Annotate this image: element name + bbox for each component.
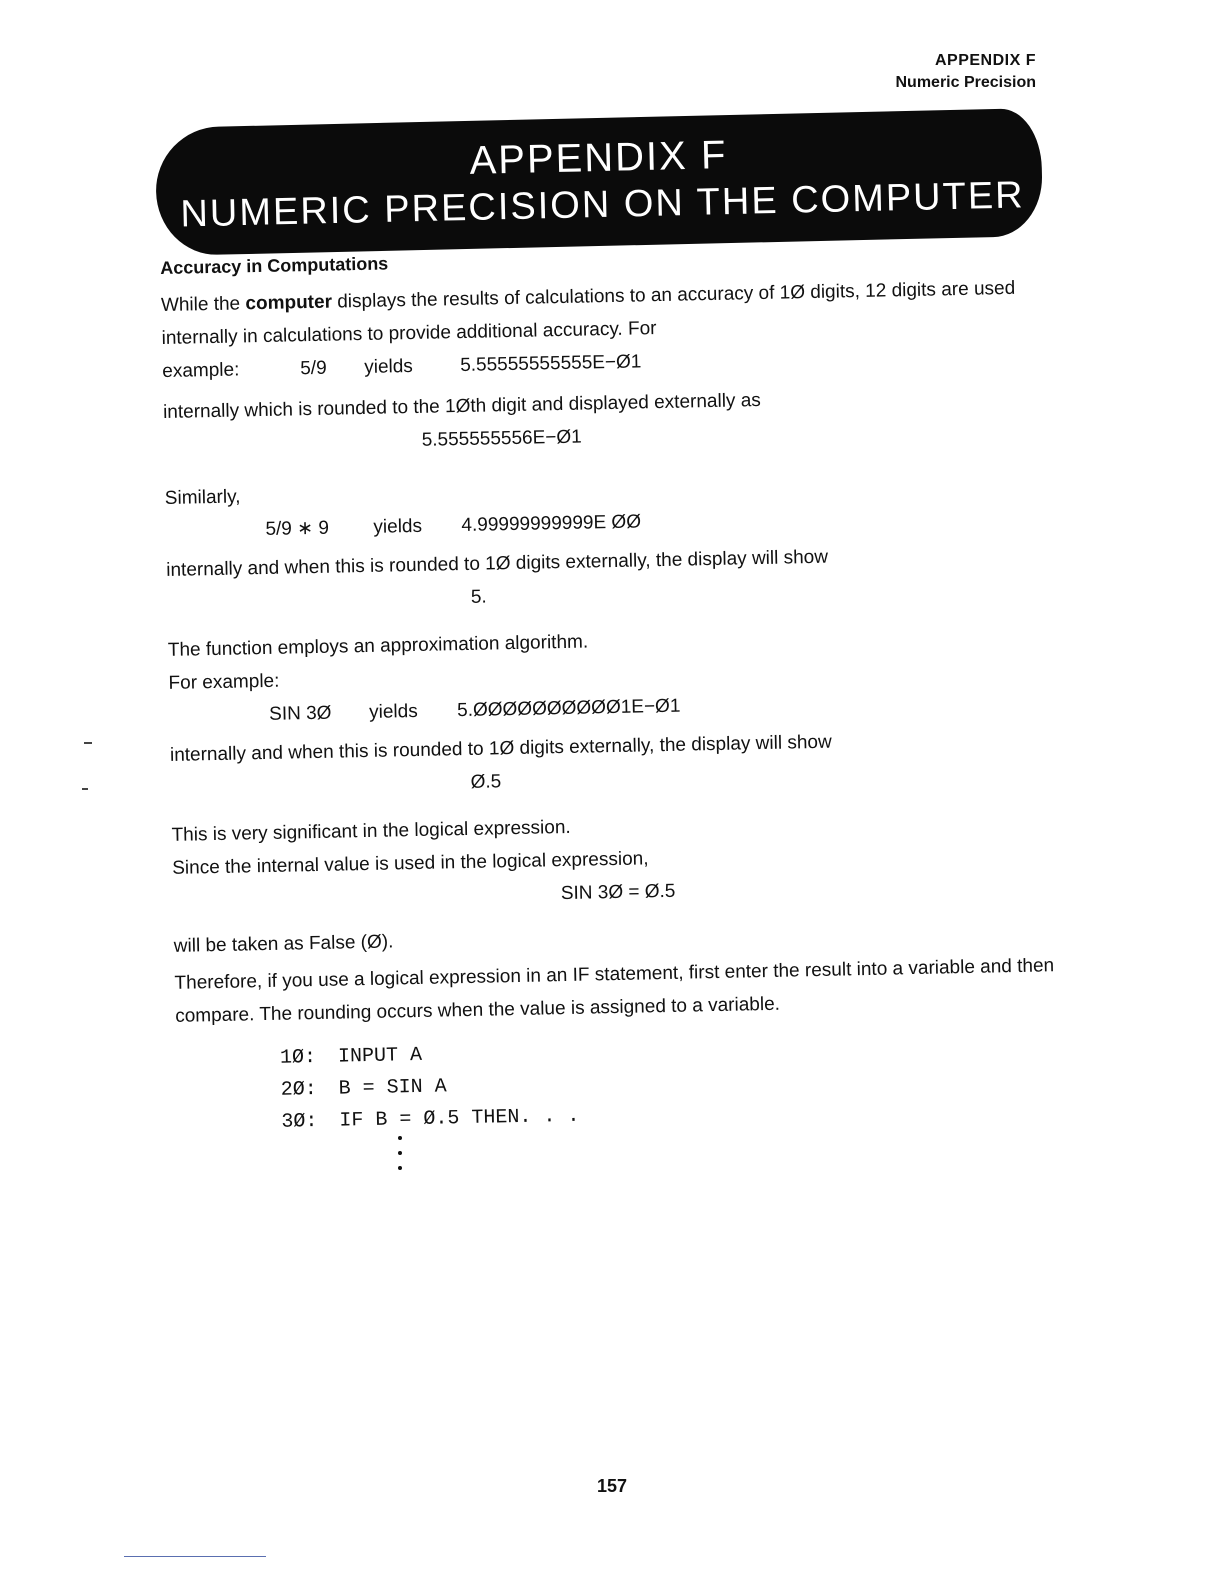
- code-listing: [176, 1027, 1078, 1141]
- paragraph-internal-value: Since the internal value is used in the logical expression,: [172, 848, 649, 879]
- example-expression: 5/9 ∗ 9: [265, 517, 330, 540]
- example-value: 5.55555555555E−Ø1: [460, 351, 642, 376]
- section-title: Accuracy in Computations: [160, 253, 389, 278]
- code-statement: INPUT A: [337, 1043, 423, 1069]
- paragraph-internal: internally which is rounded to the 1Øth digit and displayed externally as: [162, 389, 761, 423]
- code-statement: IF B = Ø.5 THEN. . .: [339, 1104, 580, 1133]
- logical-expression: SIN 3Ø = Ø.5: [560, 880, 676, 905]
- example-value: 5.ØØØØØØØØØØ1E−Ø1: [456, 695, 681, 722]
- paragraph-rounded: internally and when this is rounded to 1Ø digits externally, the display will show: [169, 731, 832, 766]
- paragraph-approximation: The function employs an approximation algorithm.: [167, 631, 589, 661]
- example-label: example:: [162, 359, 240, 382]
- paragraph-text: displays the results of calculations to an accuracy of 1Ø digits, 12 digits are used internally in calculations to provide additional accuracy. For: [161, 277, 1016, 349]
- paragraph-rounded: internally and when this is rounded to 1Ø digits externally, the display will show: [166, 546, 829, 581]
- page-number: 157: [596, 1476, 628, 1496]
- paragraph-false: will be taken as False (Ø).: [173, 931, 394, 957]
- running-head-topic: Numeric Precision: [895, 74, 1036, 91]
- displayed-value: 5.555555556E−Ø1: [421, 426, 582, 451]
- banner-appendix-label: APPENDIX F: [469, 133, 728, 183]
- footer-rule: [124, 1556, 266, 1557]
- margin-mark: [82, 788, 88, 790]
- running-head-appendix: APPENDIX F: [934, 52, 1036, 69]
- yields-word: yields: [368, 700, 418, 723]
- displayed-value: Ø.5: [470, 771, 502, 793]
- paragraph-significant: This is very significant in the logical expression.: [171, 816, 571, 846]
- paragraph-therefore: Therefore, if you use a logical expression in an IF statement, first enter the result into a variable and then compare. The rounding occurs when the value is assigned to a variable.: [174, 955, 1055, 1027]
- continuation-dot: [398, 1151, 402, 1155]
- code-statement: B = SIN A: [338, 1075, 447, 1101]
- paragraph-text: While the: [160, 293, 246, 316]
- example-expression: 5/9: [300, 357, 327, 380]
- banner-chapter-title: NUMERIC PRECISION ON THE COMPUTER: [179, 174, 1026, 236]
- yields-word: yields: [364, 355, 414, 378]
- chapter-banner: [155, 108, 1044, 256]
- example-value: 4.99999999999E ØØ: [461, 511, 642, 537]
- main-content: [160, 240, 1078, 1141]
- running-head: [896, 50, 1037, 94]
- paragraph-similarly: Similarly,: [164, 486, 241, 509]
- line-number: 2Ø:: [280, 1078, 317, 1102]
- line-number: 1Ø:: [279, 1046, 317, 1070]
- yields-word: yields: [373, 515, 423, 538]
- displayed-value: 5.: [470, 586, 487, 608]
- example-expression: SIN 3Ø: [268, 702, 332, 725]
- continuation-dot: [398, 1166, 402, 1170]
- paragraph-for-example: For example:: [168, 670, 280, 694]
- line-number: 3Ø:: [281, 1110, 318, 1134]
- margin-mark: [84, 742, 92, 744]
- continuation-dot: [398, 1136, 402, 1140]
- bold-term: computer: [245, 291, 333, 315]
